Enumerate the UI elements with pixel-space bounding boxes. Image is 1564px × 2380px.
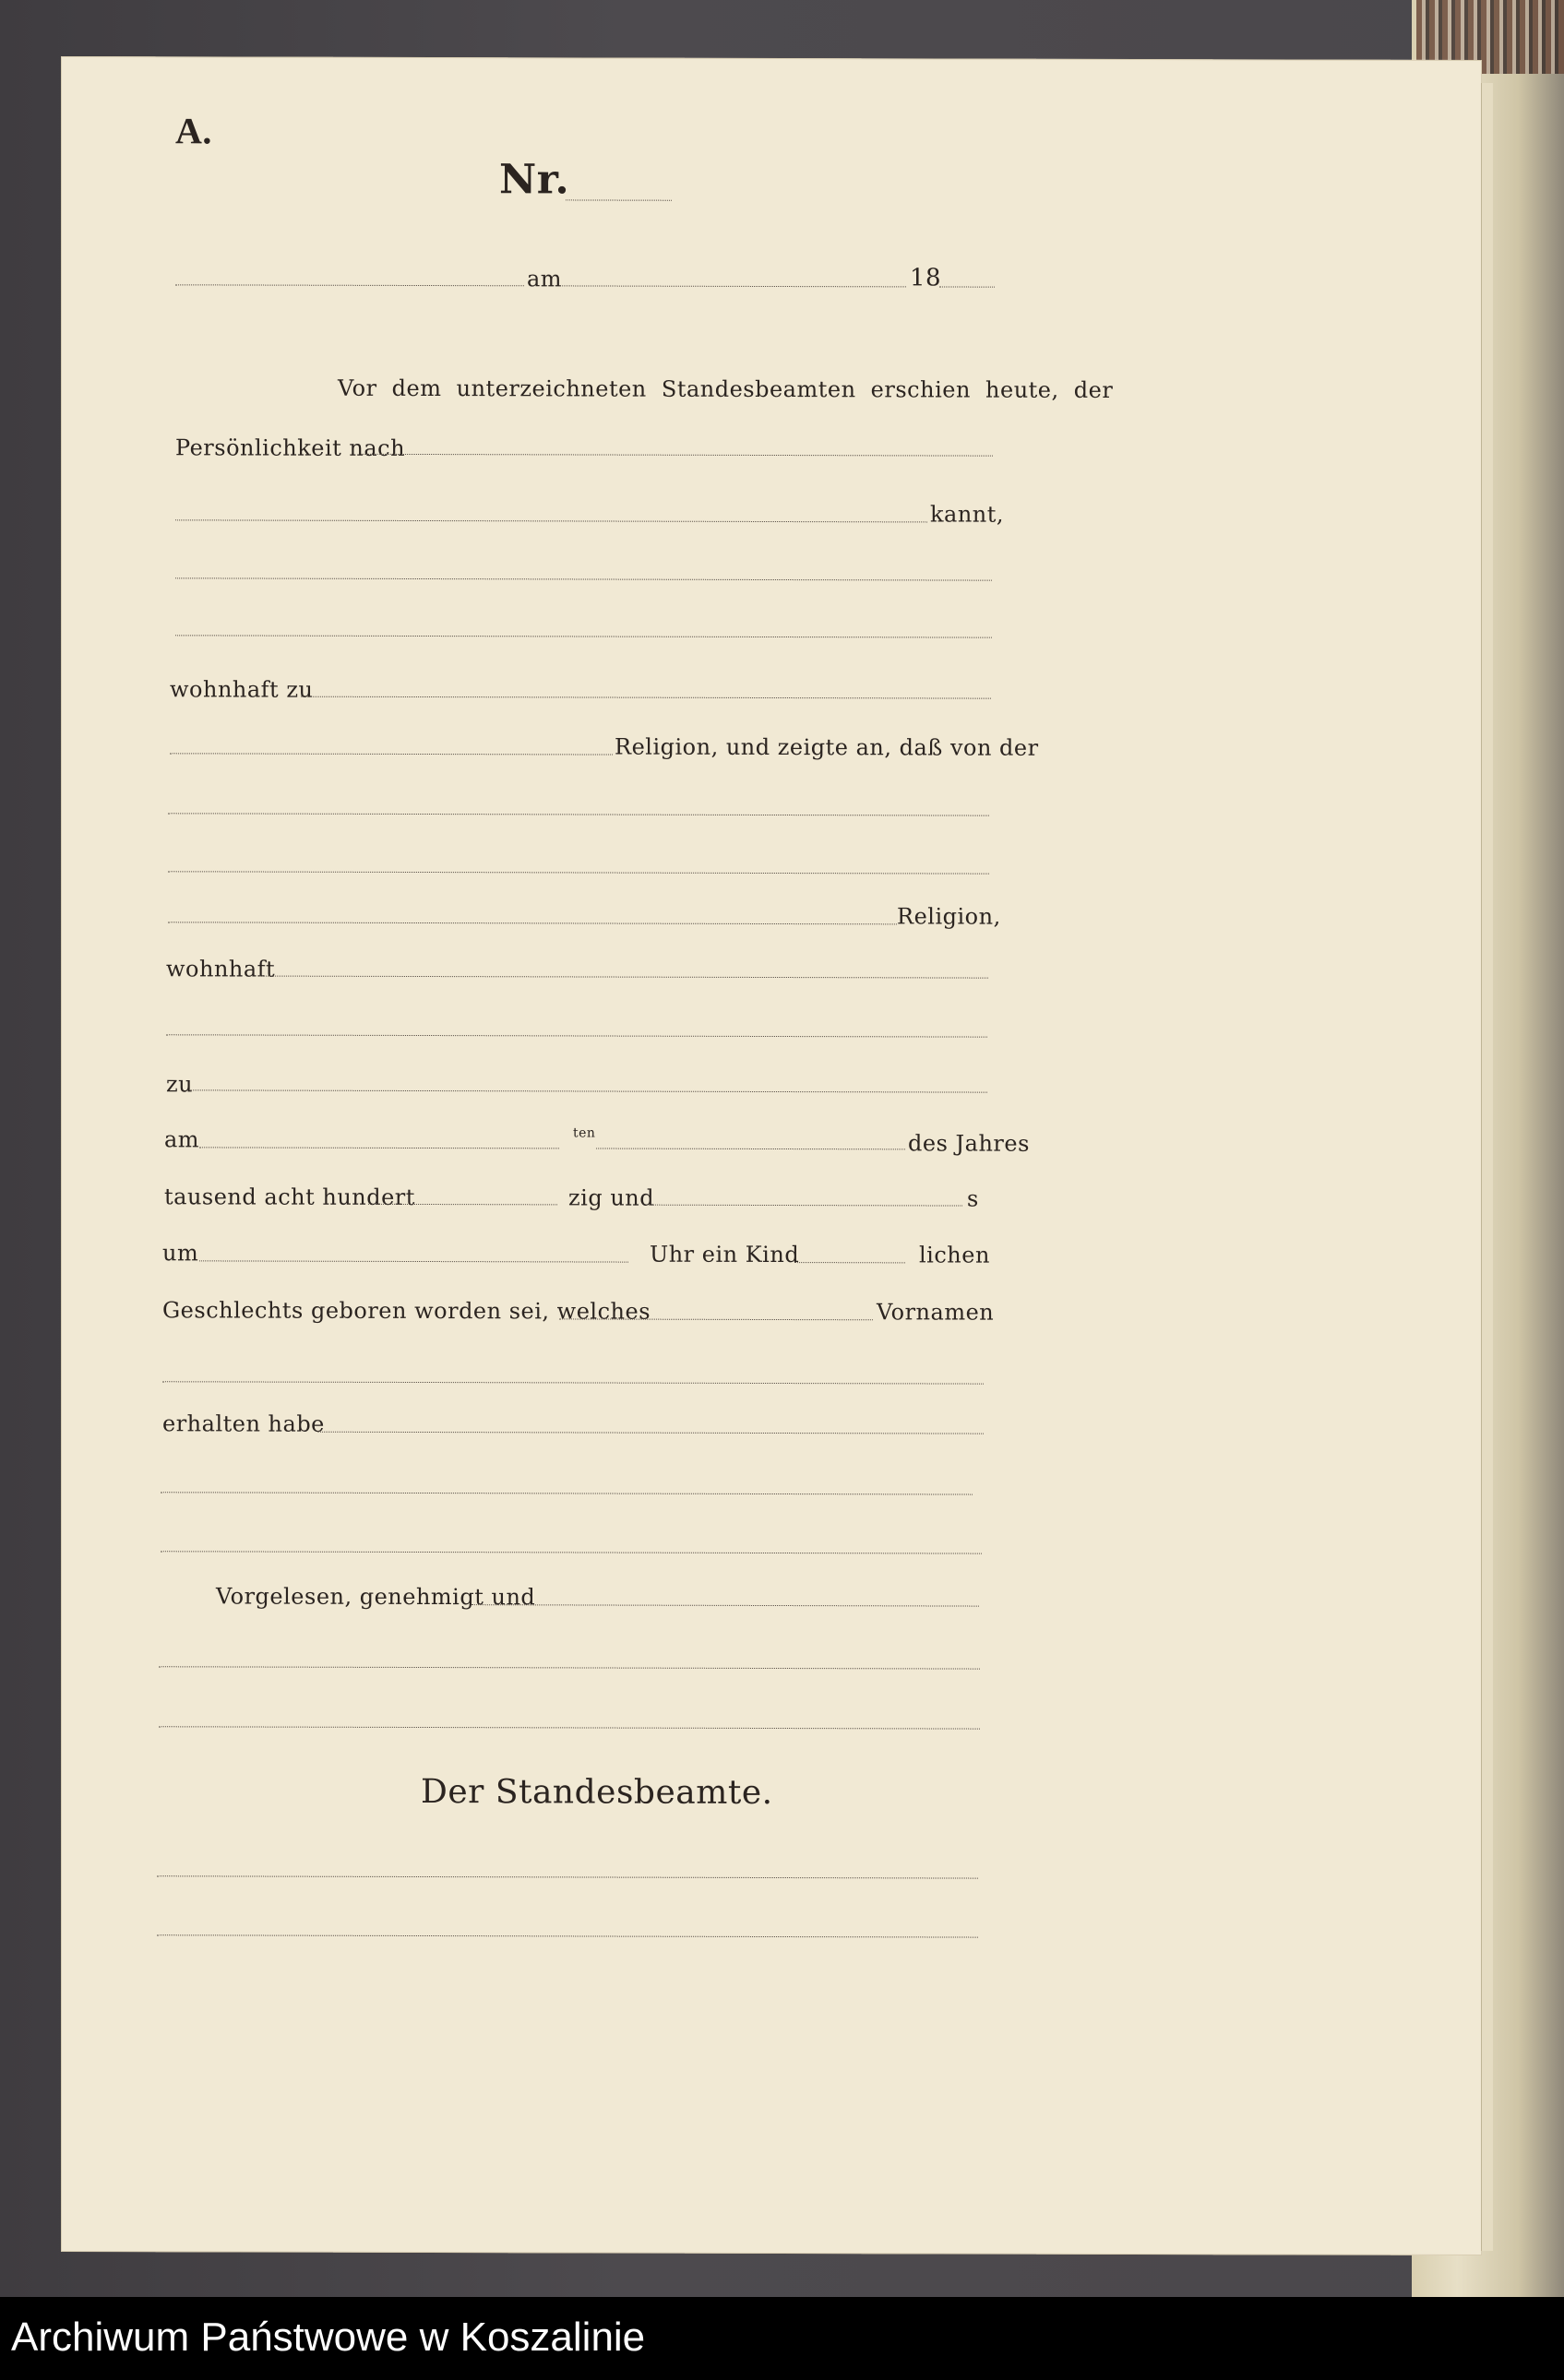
line-field-7 (162, 1381, 984, 1384)
lichen-label: lichen (919, 1242, 990, 1268)
line-field-4 (168, 813, 989, 815)
geschlechts-label: Geschlechts geboren worden sei, welches (162, 1297, 651, 1325)
persoenlichkeit-field (361, 454, 993, 457)
wohnhaft-zu-field (301, 696, 991, 699)
wohnhaft-zu-label: wohnhaft zu (170, 676, 314, 703)
place-field (175, 284, 524, 286)
vorgelesen-label: Vorgelesen, genehmigt und (216, 1583, 536, 1611)
line-field-2 (175, 577, 992, 580)
ten-suffix: ten (573, 1125, 596, 1141)
line-field-5 (168, 871, 989, 874)
line-field-1 (175, 519, 927, 522)
zu-label: zu (166, 1071, 194, 1098)
line-field-6 (166, 1034, 987, 1037)
date-am-label: am (527, 266, 563, 292)
vornamen-label: Vornamen (877, 1299, 995, 1326)
religion-end-label: Religion, (897, 903, 1001, 930)
signature-line-2 (157, 1934, 978, 1937)
uhr-ein-kind-label: Uhr ein Kind (650, 1241, 800, 1268)
time-field (199, 1260, 628, 1262)
month-field (596, 1148, 905, 1150)
day-field (199, 1147, 559, 1148)
wohnhaft-field (259, 976, 988, 979)
intro-line: Vor dem unterzeichneten Standesbeamten erschien heute, der (338, 375, 1114, 403)
persoenlichkeit-label: Persönlichkeit nach (175, 434, 406, 461)
religion-und-label: Religion, und zeigte an, daß von der (615, 733, 1039, 761)
zu-field (190, 1089, 987, 1092)
date-field (559, 285, 906, 287)
am-label: am (164, 1126, 200, 1153)
line-field-3 (175, 635, 992, 637)
um-label: um (162, 1240, 199, 1267)
year-field (939, 286, 995, 287)
document-page (61, 56, 1482, 2255)
tausend-label: tausend acht hundert (164, 1184, 415, 1210)
adjacent-leaf (1481, 83, 1493, 2251)
corner-letter: A. (175, 110, 212, 152)
erhalten-field (317, 1432, 984, 1434)
gender-field (794, 1262, 905, 1263)
standesbeamte-heading: Der Standesbeamte. (421, 1773, 773, 1813)
signature-line-1 (157, 1875, 978, 1878)
line-field-10 (159, 1666, 980, 1669)
line-field-8 (161, 1492, 973, 1494)
vorgelesen-field (472, 1604, 979, 1606)
s-suffix: s (967, 1185, 979, 1212)
kannt-label: kannt, (930, 501, 1005, 528)
number-label: Nr. (499, 156, 570, 204)
line-field-9 (161, 1551, 982, 1553)
religion-field-1 (170, 753, 613, 755)
archive-name: Archiwum Państwowe w Koszalinie (11, 2315, 646, 2360)
year-prefix: 18 (910, 264, 942, 292)
wohnhaft-label: wohnhaft (166, 956, 276, 982)
year-unit-field (649, 1205, 962, 1207)
des-jahres-label: des Jahres (908, 1130, 1030, 1157)
zig-und-label: zig und (568, 1184, 655, 1211)
line-field-11 (159, 1726, 980, 1729)
religion-field-2 (168, 922, 897, 924)
number-field (566, 199, 672, 200)
erhalten-label: erhalten habe (162, 1410, 325, 1437)
